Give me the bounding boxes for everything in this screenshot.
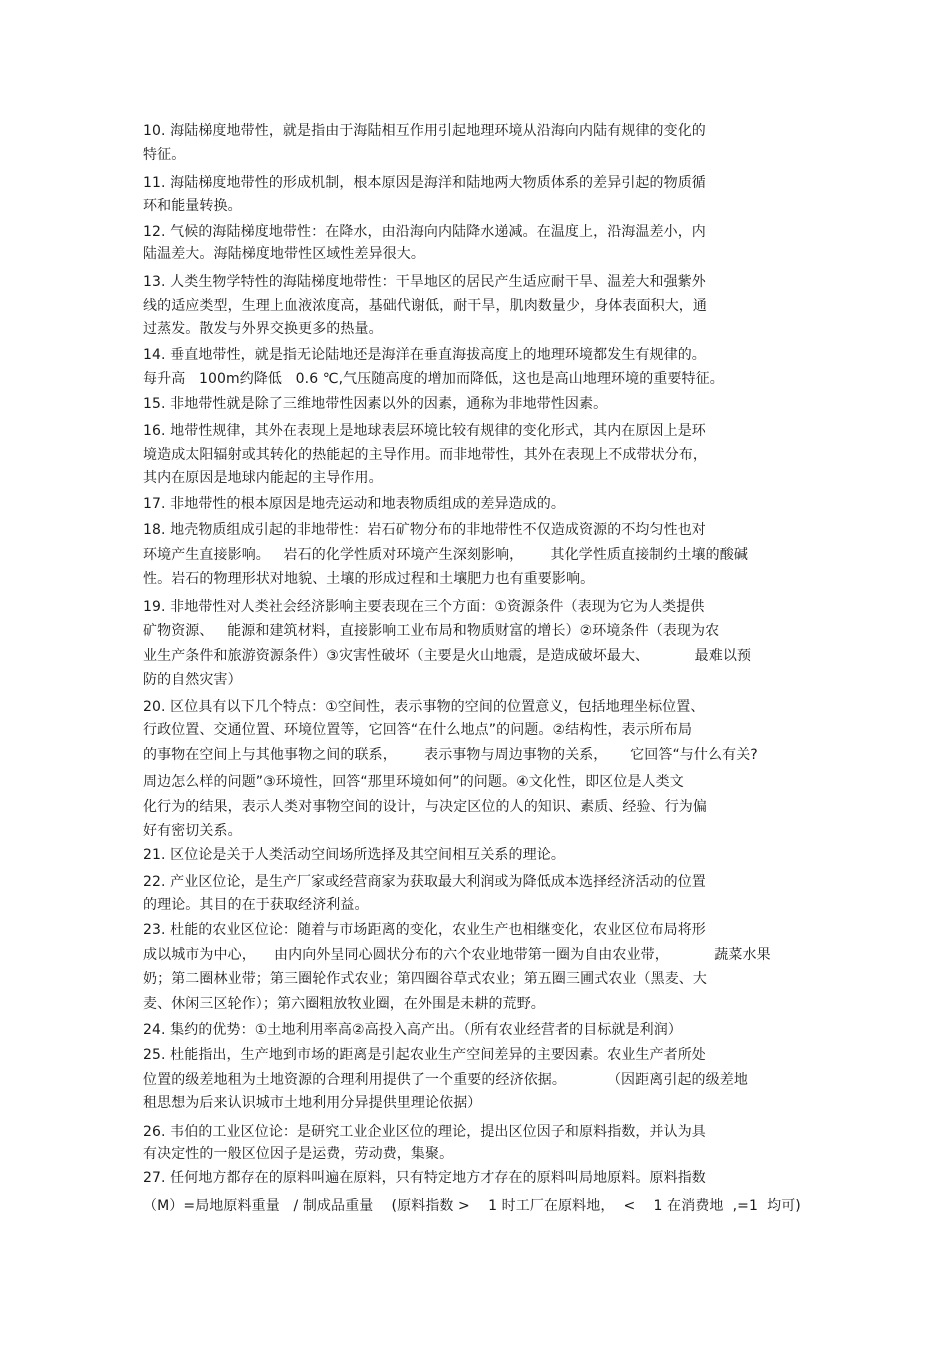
- text-line: 防的自然灾害）: [143, 672, 242, 688]
- text-line: 15. 非地带性就是除了三维地带性因素以外的因素，通称为非地带性因素。: [143, 396, 608, 412]
- text-line: （M）=局地原料重量 / 制成品重量 (原料指数 > 1 时工厂在原料地， < 1 在消费地 ,=1 均可): [143, 1198, 801, 1214]
- text-line: 奶；第二圈林业带；第三圈轮作式农业；第四圈谷草式农业；第五圈三圃式农业（黑麦、大: [143, 971, 707, 987]
- text-line: 业生产条件和旅游资源条件）③灾害性破坏（主要是火山地震，是造成破坏最大、 最难以预: [143, 648, 752, 664]
- text-line: 位置的级差地租为土地资源的合理利用提供了一个重要的经济依据。 （因距离引起的级差地: [143, 1072, 748, 1088]
- text-line: 24. 集约的优势：①土地利用率高②高投入高产出。（所有农业经营者的目标就是利润）: [143, 1022, 682, 1038]
- text-line: 境造成太阳辐射或其转化的热能起的主导作用。而非地带性，其外在表现上不成带状分布，: [143, 447, 707, 463]
- text-line: 化行为的结果，表示人类对事物空间的设计，与决定区位的人的知识、素质、经验、行为偏: [143, 799, 707, 815]
- text-line: 矿物资源、 能源和建筑材料，直接影响工业布局和物质财富的增长）②环境条件（表现为农: [143, 623, 720, 639]
- text-line: 20. 区位具有以下几个特点：①空间性，表示事物的空间的位置意义，包括地理坐标位置、: [143, 699, 705, 715]
- text-line: 麦、休闲三区轮作）；第六圈粗放牧业圈，在外围是未耕的荒野。: [143, 996, 545, 1012]
- text-line: 16. 地带性规律，其外在表现上是地球表层环境比较有规律的变化形式，其内在原因上是环: [143, 423, 706, 439]
- text-line: 陆温差大。海陆梯度地带性区域性差异很大。: [143, 246, 425, 262]
- text-line: 其内在原因是地球内能起的主导作用。: [143, 470, 383, 486]
- text-line: 25. 杜能指出，生产地到市场的距离是引起农业生产空间差异的主要因素。农业生产者所处: [143, 1047, 706, 1063]
- text-line: 的事物在空间上与其他事物之间的联系， 表示事物与周边事物的关系， 它回答“与什么有关?: [143, 747, 758, 763]
- text-line: 的理论。其目的在于获取经济利益。: [143, 897, 369, 913]
- text-line: 12. 气候的海陆梯度地带性：在降水，由沿海向内陆降水递减。在温度上，沿海温差小，内: [143, 224, 706, 240]
- text-line: 环境产生直接影响。 岩石的化学性质对环境产生深刻影响， 其化学性质直接制约土壤的酸碱: [143, 547, 748, 563]
- text-line: 好有密切关系。: [143, 823, 242, 839]
- text-line: 行政位置、交通位置、环境位置等，它回答“在什么地点”的问题。②结构性，表示所布局: [143, 722, 693, 738]
- text-line: 27. 任何地方都存在的原料叫遍在原料，只有特定地方才存在的原料叫局地原料。原料指数: [143, 1170, 706, 1186]
- text-line: 17. 非地带性的根本原因是地壳运动和地表物质组成的差异造成的。: [143, 496, 565, 512]
- text-line: 10. 海陆梯度地带性，就是指由于海陆相互作用引起地理环境从沿海向内陆有规律的变化的: [143, 123, 706, 139]
- text-line: 19. 非地带性对人类社会经济影响主要表现在三个方面：①资源条件（表现为它为人类提供: [143, 599, 705, 615]
- text-line: 有决定性的一般区位因子是运费，劳动费，集聚。: [143, 1146, 454, 1162]
- text-line: 环和能量转换。: [143, 198, 242, 214]
- text-line: 特征。: [143, 147, 186, 163]
- text-line: 14. 垂直地带性，就是指无论陆地还是海洋在垂直海拔高度上的地理环境都发生有规律的。: [143, 347, 706, 363]
- text-line: 成以城市为中心， 由内向外呈同心圆状分布的六个农业地带第一圈为自由农业带， 蔬菜水果: [143, 947, 771, 963]
- text-line: 23. 杜能的农业区位论：随着与市场距离的变化，农业生产也相继变化，农业区位布局将形: [143, 922, 706, 938]
- text-line: 18. 地壳物质组成引起的非地带性：岩石矿物分布的非地带性不仅造成资源的不均匀性也对: [143, 522, 706, 538]
- text-line: 过蒸发。散发与外界交换更多的热量。: [143, 321, 383, 337]
- text-line: 周边怎么样的问题”③环境性，回答“那里环境如何”的问题。④文化性，即区位是人类文: [143, 774, 684, 790]
- text-line: 性。岩石的物理形状对地貌、土壤的形成过程和土壤肥力也有重要影响。: [143, 571, 595, 587]
- text-line: 22. 产业区位论，是生产厂家或经营商家为获取最大利润或为降低成本选择经济活动的位置: [143, 874, 706, 890]
- text-line: 每升高 100m约降低 0.6 ℃,气压随高度的增加而降低，这也是高山地理环境的重要特征。: [143, 371, 724, 387]
- text-line: 26. 韦伯的工业区位论：是研究工业企业区位的理论，提出区位因子和原料指数，并认为具: [143, 1124, 706, 1140]
- text-line: 线的适应类型，生理上血液浓度高，基础代谢低，耐干旱，肌肉数量少，身体表面积大，通: [143, 298, 707, 314]
- text-line: 21. 区位论是关于人类活动空间场所选择及其空间相互关系的理论。: [143, 847, 565, 863]
- text-line: 11. 海陆梯度地带性的形成机制，根本原因是海洋和陆地两大物质体系的差异引起的物质循: [143, 175, 706, 191]
- text-line: 13. 人类生物学特性的海陆梯度地带性：干旱地区的居民产生适应耐干旱、温差大和强紫外: [143, 274, 706, 290]
- text-line: 租思想为后来认识城市土地利用分异提供里理论依据）: [143, 1095, 482, 1111]
